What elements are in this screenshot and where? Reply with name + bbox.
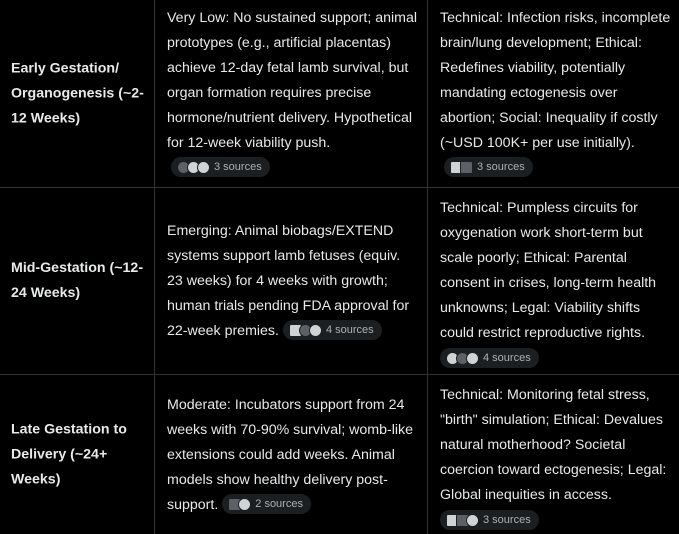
source-favicon-icon — [197, 161, 210, 174]
phase-cell — [0, 0, 155, 187]
sources-chip[interactable] — [283, 320, 382, 340]
feasibility-cell — [155, 188, 428, 374]
sources-chip[interactable] — [440, 510, 539, 530]
phase-cell — [0, 375, 155, 534]
challenges-cell — [428, 188, 679, 374]
sources-chip[interactable] — [444, 157, 533, 177]
feasibility-text-content: Moderate: Incubators support from 24 weeks with 70-90% survival; womb-like extensions could add weeks. Animal models show healthy delivery post-support. — [167, 397, 414, 513]
source-favicons — [289, 324, 322, 337]
challenges-text — [440, 6, 673, 181]
source-favicon-icon — [460, 161, 473, 174]
table-row — [0, 188, 679, 375]
feasibility-text — [167, 6, 417, 181]
challenges-text-content: Technical: Infection risks, incomplete brain/lung development; Ethical: Redefines viability, potentially mandating ectogenesis over abortion; Social: Inequality if costly (~USD 100K+ per use initially). — [440, 10, 671, 151]
source-favicon-icon — [309, 324, 322, 337]
challenges-text — [440, 383, 673, 533]
source-favicon-icon — [238, 498, 251, 511]
phase-label: Mid-Gestation (~12-24 Weeks) — [11, 260, 144, 301]
feasibility-text-content: Very Low: No sustained support; animal prototypes (e.g., artificial placentas) achieve 12-day fetal lamb survival, but organ formation requires precise hormone/nutrient delivery. Hypothetical for 12-week viability push. — [167, 10, 417, 151]
sources-count: 3 sources — [214, 161, 262, 174]
phase-label: Late Gestation to Delivery (~24+ Weeks) — [11, 421, 127, 487]
feasibility-text-content: Emerging: Animal biobags/EXTEND systems support lamb fetuses (equiv. 23 weeks) for 4 weeks with growth; human trials pending FDA approval for 22-week premies. — [167, 223, 410, 339]
source-favicons — [450, 161, 473, 174]
sources-count: 3 sources — [477, 161, 525, 174]
challenges-cell — [428, 375, 679, 534]
challenges-cell — [428, 0, 679, 187]
challenges-text-content: Technical: Monitoring fetal stress, "birth" simulation; Ethical: Devalues natural motherhood? Societal coercion toward ectogenesis; Legal: Global inequities in access. — [440, 387, 667, 503]
source-favicon-icon — [466, 352, 479, 365]
feasibility-cell — [155, 0, 428, 187]
sources-count: 2 sources — [255, 498, 303, 511]
challenges-text — [440, 196, 673, 371]
phase-label: Early Gestation/ Organogenesis (~2-12 Weeks) — [11, 60, 144, 126]
feasibility-text — [167, 393, 417, 518]
sources-chip[interactable] — [440, 348, 539, 368]
feasibility-cell — [155, 375, 428, 534]
sources-count: 4 sources — [483, 352, 531, 365]
sources-chip[interactable] — [222, 494, 311, 514]
sources-count: 4 sources — [325, 324, 374, 337]
source-favicons — [228, 498, 251, 511]
feasibility-text — [167, 219, 417, 344]
table-row — [0, 375, 679, 534]
sources-chip[interactable] — [171, 157, 270, 177]
table-row — [0, 0, 679, 188]
source-favicons — [446, 352, 479, 365]
source-favicons — [177, 161, 210, 174]
challenges-text-content: Technical: Pumpless circuits for oxygenation work short-term but scale poorly; Ethical: Parental consent in crises, long-term health unknowns; Legal: Viability shifts could restrict reproductive rights. — [440, 200, 657, 341]
source-favicons — [446, 514, 479, 527]
source-favicon-icon — [466, 514, 479, 527]
sources-count: 3 sources — [483, 514, 531, 527]
phase-cell — [0, 188, 155, 374]
